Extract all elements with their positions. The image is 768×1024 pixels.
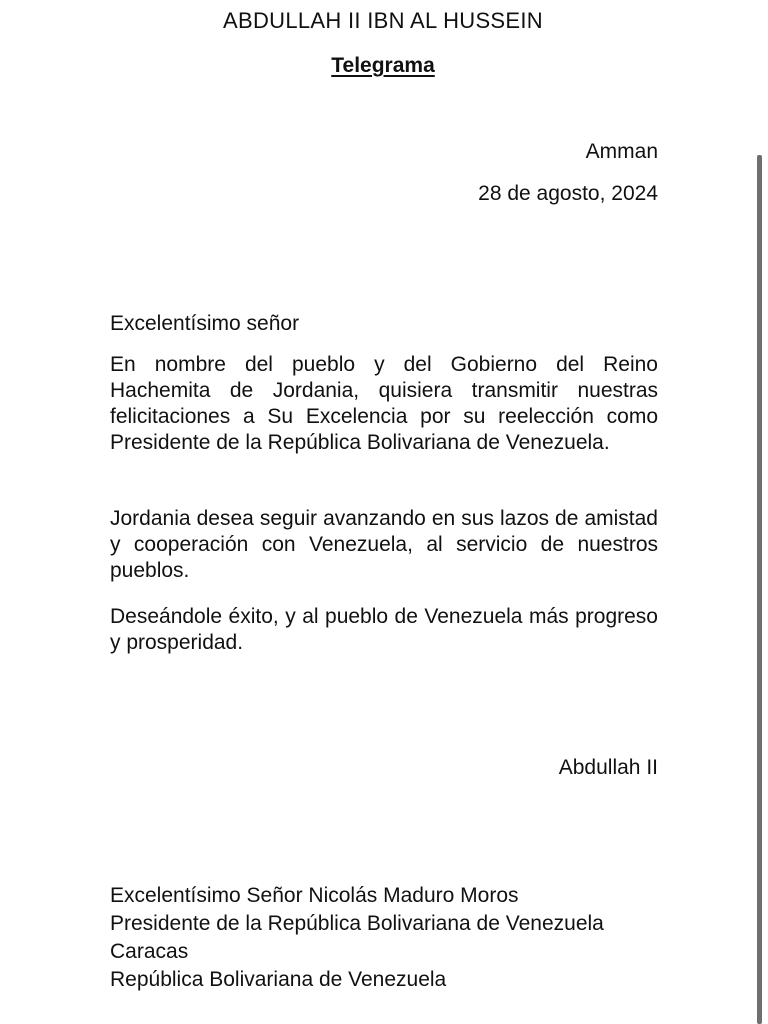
addressee-name: Excelentísimo Señor Nicolás Maduro Moros <box>110 884 519 907</box>
vertical-scrollbar[interactable] <box>757 155 762 1024</box>
salutation: Excelentísimo señor <box>110 312 300 335</box>
signature: Abdullah II <box>558 756 658 779</box>
paragraph-3: Deseándole éxito, y al pueblo de Venezuela más progreso y prosperidad. <box>110 605 658 654</box>
paragraph-1: En nombre del pueblo y del Gobierno del Reino Hachemita de Jordania, quisiera transmitir nuestras felicitaciones a Su Excelencia por su reelección como Presidente de la República Bolivariana de Venezuela. <box>110 353 658 454</box>
addressee-title: Presidente de la República Bolivariana de Venezuela <box>110 912 604 935</box>
date-line: 28 de agosto, 2024 <box>478 182 658 205</box>
sender-heading: ABDULLAH II IBN AL HUSSEIN <box>223 8 543 33</box>
addressee-city: Caracas <box>110 940 189 963</box>
addressee-block <box>110 882 710 994</box>
addressee-country: República Bolivariana de Venezuela <box>110 968 447 991</box>
place-line: Amman <box>585 140 658 163</box>
document-type-title: Telegrama <box>331 54 435 77</box>
paragraph-2: Jordania desea seguir avanzando en sus lazos de amistad y cooperación con Venezuela, al servicio de nuestros pueblos. <box>110 507 658 582</box>
